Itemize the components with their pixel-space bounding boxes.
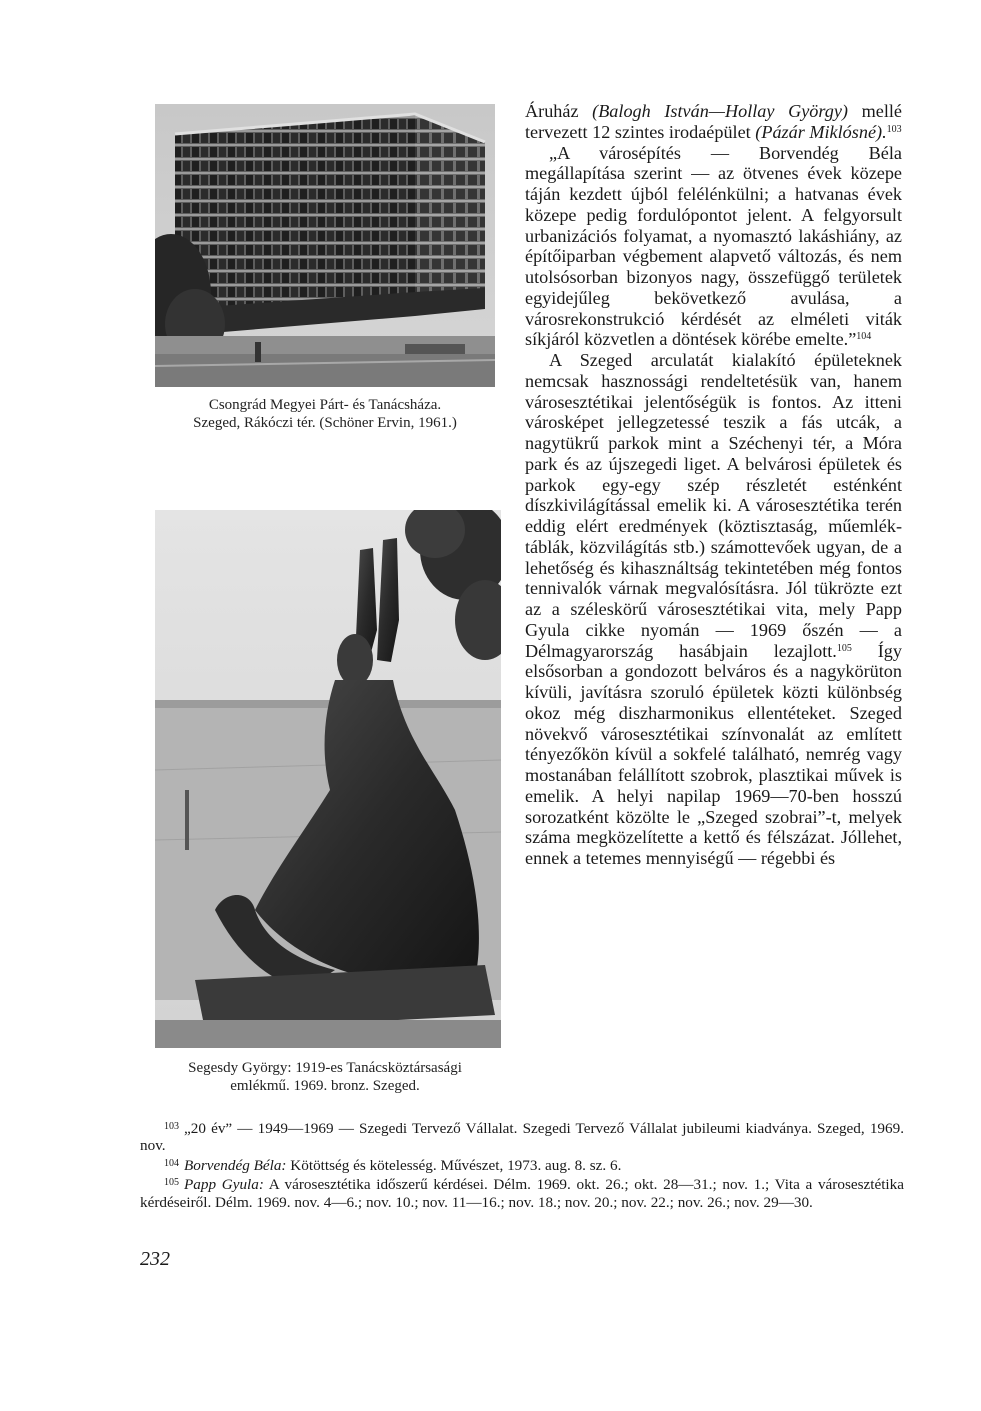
footnote-103 — [140, 1118, 904, 1155]
footnote-author: Borvendég Béla: — [184, 1156, 287, 1174]
footnote-104 — [140, 1155, 904, 1174]
paragraph-1-italic-architect: (Pázár Miklósné). — [755, 121, 887, 142]
paragraph-3 — [525, 350, 902, 869]
paragraph-1-text-c: mellé tervezett 12 szintes irodaépület — [525, 101, 903, 142]
footnote-number: 103 — [164, 1121, 179, 1132]
footnote-author: Papp Gyula: — [184, 1176, 264, 1194]
footnote-number: 105 — [164, 1177, 179, 1189]
paragraph-3-text-c: Így elsősorban a gondozott belváros és a nagykörüton kívüli, javításra szoruló épületek közti különbség okoz még diszharmonikus ellentéteket. Szeged növekvő városesztétikai színvonalát az említett tényezőkön kívül a sokfelé található, nemrég vagy mostanában felállított szobrok, plasztikai művek is emelik. A helyi napilap 1969—70-ben hosszú sorozatként közölte le „Szeged szobrai”-t, melyek száma megközelítette a kettő és félszázat. Jóllehet, ennek a tetemes mennyiségű — régebbi és — [525, 640, 902, 868]
footnote-ref-104: 104 — [856, 331, 872, 343]
footnote-text: A városesztétika időszerű kérdései. Délm. 1969. okt. 26.; okt. 28—31.; nov. 1.; Vita a városesztétika kérdéseiről. Délm. 1969. nov. 4—6.; nov. 10.; nov. 11—16.; nov. 18.; nov. 20.; nov. 22.; nov. 26.; nov. 29—30. — [140, 1176, 904, 1211]
photo2-caption-line2: emlékmű. 1969. bronz. Szeged. — [230, 1078, 420, 1094]
footnote-text: Kötöttség és kötelesség. Művészet, 1973. aug. 8. sz. 6. — [286, 1156, 622, 1174]
paragraph-3-text-a: A Szeged arculatát kialakító épületeknek nemcsak hasznossági rendeltetésük van, hanem városesztétikai jelentőségük is fontos. Az itteni városképet jellegzetessé teszik a fás utcák, a nagytükrű parkok mint a Széchenyi tér, a Móra park és az újszegedi liget. A belvárosi épületek és parkok egy-egy szép részletét esténként díszkivilágítással emelik ki. A városesztétika terén eddig elért eredmények (köztisztaság, műemlék-táblák, közvilágítás stb.) számottevőek ugyan, de a lehetőség és kihasználtság tekintetében még fontos tennivalók várnak megvalósításra. Jól tükrözte ezt az a széleskörű városesztétikai vita, mely Papp Gyula cikke nyomán — 1969 őszén — a Délmagyarország hasábjain lezajlott. — [525, 350, 902, 661]
footnotes — [140, 1118, 904, 1211]
footnote-number: 104 — [164, 1157, 179, 1169]
photo2-caption — [130, 1059, 520, 1095]
paragraph-1-italic-architects: (Balogh István—Hollay György) — [592, 101, 848, 121]
footnote-text: „20 év” — 1949—1969 — Szegedi Tervező Vállalat. Szegedi Tervező Vállalat jubileumi kiadványa. Szeged, 1969. nov. — [140, 1120, 904, 1155]
body-text-column — [525, 101, 902, 869]
page-number: 232 — [140, 1248, 170, 1270]
paragraph-1 — [525, 101, 902, 143]
footnote-ref-103: 103 — [886, 123, 902, 135]
monument-photo-drawing — [155, 510, 501, 1048]
monument-photo — [155, 510, 501, 1048]
paragraph-1-text-a: Áruház — [525, 101, 593, 121]
photo1-caption-line2: Szeged, Rákóczi tér. (Schöner Ervin, 1961.) — [193, 415, 457, 431]
photo2-caption-line1: Segesdy György: 1919-es Tanácsköztársasági — [188, 1060, 462, 1076]
photo1-caption — [140, 396, 510, 432]
photo1-caption-line1: Csongrád Megyei Párt- és Tanácsháza. — [208, 397, 442, 413]
paragraph-2 — [525, 143, 902, 351]
building-photo-drawing — [155, 104, 495, 387]
footnote-105 — [140, 1174, 904, 1211]
paragraph-2-text: „A városépítés — Borvendég Béla megállapítása szerint — az ötvenes évek közepe táján kezdett újból felélénkülni; a hatvanas évek közepe pedig fordulópontot jelent. A felgyorsult urbanizációs folyamat, a nyomasztó lakáshiány, az építőiparban végbement alapvető változás, és nem utolsósorban bizonyos nagy, összefüggő területek egyidejűleg bekövetkező avulása, a városrekonstrukció kérdését az elméleti viták síkjáról közvetlen a döntések körébe emelte.” — [525, 142, 902, 350]
footnote-ref-105: 105 — [836, 642, 852, 654]
building-photo — [155, 104, 495, 387]
